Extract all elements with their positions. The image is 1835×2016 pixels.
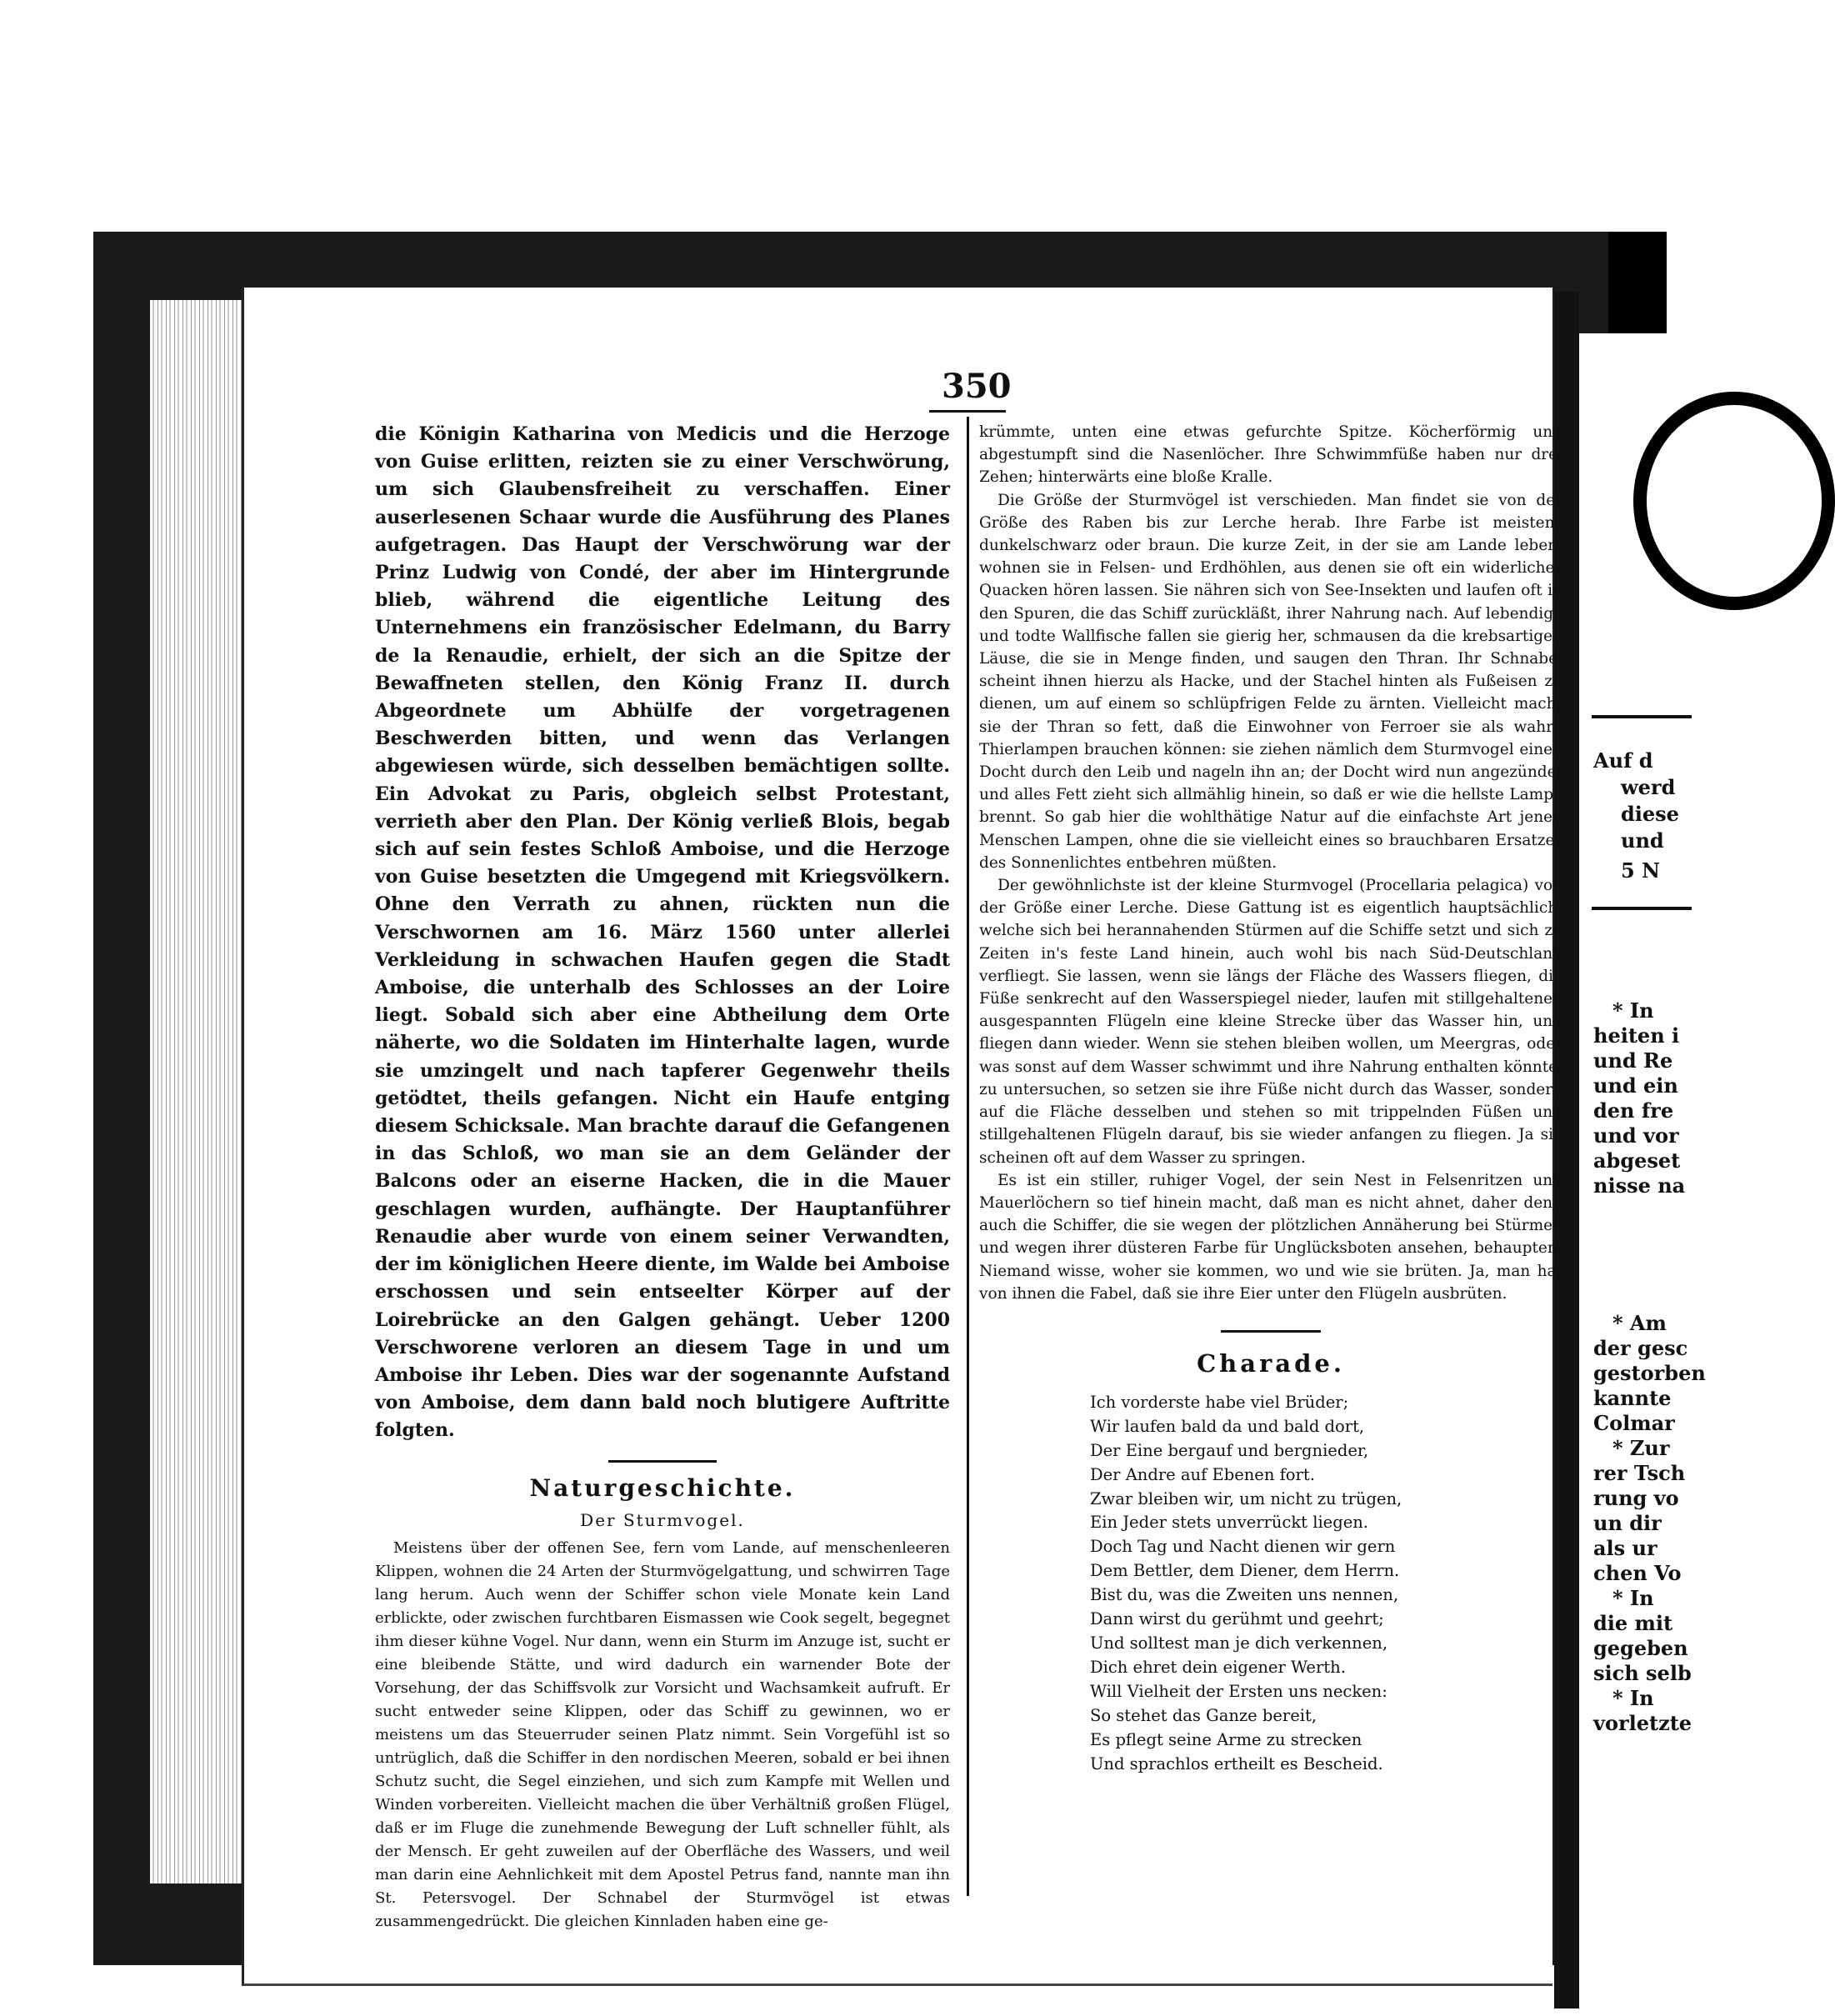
poem-rule [1221,1330,1321,1333]
column-divider [967,417,969,1896]
poem-line: Ich vorderste habe viel Brüder; [1090,1392,1349,1412]
page-stack-edge [150,300,242,1883]
neighbor-text-fragment: und ein [1593,1073,1678,1098]
article-paragraph: Der gewöhnlichste ist der kleine Sturmvogel (Procellaria pelagica) von der Größe einer Lerche. Diese Gattung ist es eigentlich hauptsächlich, welche sich bei herannahenden Stürmen auf die Schiffe setzt und sich zu Zeiten in's feste Land hinein, auch wohl bis nach Süd-Deutschland verfliegt. Sie lassen, wenn sie längs der Fläche des Wassers fliegen, die Füße senkrecht auf den Wasserspiegel nieder, laufen mit stillgehaltenen ausgespannten Flügeln eine kleine Strecke über das Wasser hin, und fliegen dann wieder. Wenn sie stehen bleiben wollen, um Meergras, oder was sonst auf dem Wasser schwimmt und ihre Nahrung enthalten könnte, zu untersuchen, so setzen sie ihre Füße nicht durch das Wasser, sondern auf die Fläche desselben und stehen so mit trippelnden Füßen und stillgehaltenen Flügeln darauf, bis sie wieder anfangen zu fliegen. Ja sie scheinen oft auf dem Wasser zu springen. [979,877,1562,1167]
page-number: 350 [942,367,1012,406]
neighbor-text-fragment: un dir [1593,1511,1662,1535]
poem-line: Der Eine bergauf und bergnieder, [1090,1440,1369,1460]
poem-line: Dich ehret dein eigener Werth. [1090,1657,1346,1677]
neighbor-text-fragment: der gesc [1593,1336,1688,1360]
poem-line: Es pflegt seine Arme zu strecken [1090,1729,1362,1749]
neighbor-text-fragment: sich selb [1593,1661,1692,1685]
neighbor-text-fragment: und Re [1593,1048,1673,1073]
scan-dark-corner [1608,232,1667,333]
poem-line: Will Vielheit der Ersten uns necken: [1090,1681,1388,1701]
poem-line: So stehet das Ganze bereit, [1090,1705,1318,1725]
poem [1090,1391,1562,1777]
neighbor-text-fragment: * In [1612,998,1654,1023]
poem-line: Der Andre auf Ebenen fort. [1090,1464,1315,1484]
neighbor-rule [1592,715,1692,718]
neighbor-text-fragment: kannte [1593,1386,1672,1410]
neighbor-text-fragment: * In [1612,1586,1654,1610]
neighbor-text-fragment: und [1621,828,1664,853]
history-paragraph: die Königin Katharina von Medicis und die Herzoge von Guise erlitten, reizten sie zu einer Verschwörung, um sich Glaubensfreiheit zu verschaffen. Einer auserlesenen Schaar wurde die Ausführung des Planes aufgetragen. Das Haupt der Verschwörung war der Prinz Ludwig von Condé, der aber im Hintergrunde blieb, während die eigentliche Leitung des Unternehmens ein französischer Edelmann, du Barry de la Renaudie, erhielt, der sich an die Spitze der Bewaffneten stellen, den König Franz II. durch Abgeordnete um Abhülfe der vorgetragenen Beschwerden bitten, und wenn das Verlangen abgewiesen würde, sich desselben bemächtigen sollte. Ein Advokat zu Paris, obgleich selbst Protestant, verrieth aber den Plan. Der König verließ Blois, begab sich auf sein festes Schloß Amboise, und die Herzoge von Guise besetzten die Umgegend mit Kriegsvölkern. Ohne den Verrath zu ahnen, rückten nun die Verschwornen am 16. März 1560 unter allerlei Verkleidung in schwachen Haufen gegen die Stadt Amboise, die unterhalb des Schlosses an der Loire liegt. Sobald sich aber eine Abtheilung dem Orte näherte, wo die Soldaten im Hinterhalte lagen, wurde sie umzingelt und nach tapferer Gegenwehr theils getödtet, theils gefangen. Nicht ein Haufe entging diesem Schicksale. Man brachte darauf die Gefangenen in das Schloß, wo man sie an dem Geländer der Balcons oder an eiserne Hacken, die in die Mauer geschlagen wurden, aufhängte. Der Hauptanführer Renaudie aber wurde von einem seiner Verwandten, der im königlichen Heere diente, im Walde bei Amboise erschossen und sein entseelter Körper auf der Loirebrücke an den Galgen gehängt. Ueber 1200 Verschworene verloren an diesem Tage in und um Amboise ihr Leben. Dies war der sogenannte Aufstand von Amboise, dem dann bald noch blutigere Auftritte folgten. [375,423,950,1442]
neighbor-text-fragment: als ur [1593,1536,1658,1560]
article-paragraph: Meistens über der offenen See, fern vom Lande, auf menschenleeren Klippen, wohnen die 24 Arten der Sturmvögelgattung, und schwirren Tage lang herum. Auch wenn der Schiffer schon viele Monate kein Land erblickte, oder zwischen furchtbaren Eismassen wie Cook segelt, begegnet ihm dieser kühne Vogel. Nur dann, wenn ein Sturm im Anzuge ist, sucht er eine bleibende Stätte, und wird dadurch ein warnender Bote der Vorsehung, der das Schiffsvolk zur Vorsicht und Wachsamkeit aufruft. Er sucht entweder seine Klippen, oder das Schiff zu gewinnen, wo er meistens um das Steuerruder seinen Platz nimmt. Sein Vorgefühl ist so untrüglich, daß die Schiffer in den nordischen Meeren, sobald er bei ihnen Schutz sucht, die Segel einziehen, und sich zum Kampfe mit Wellen und Winden vorbereiten. Vielleicht machen die über Verhältniß großen Flügel, daß er im Fluge die zunehmende Bewegung der Luft schneller fühlt, als der Mensch. Er geht zuweilen auf der Oberfläche des Wassers, und weil man darin eine Aehnlichkeit mit dem Apostel Petrus fand, nannte man ihn St. Petersvogel. Der Schnabel der Sturmvögel ist etwas zusammengedrückt. Die gleichen Kinnladen haben eine ge- [375,1538,950,1930]
neighbor-text-fragment: chen Vo [1593,1561,1682,1585]
article-paragraph: krümmte, unten eine etwas gefurchte Spitze. Köcherförmig und abgestumpft sind die Nasenlöcher. Ihre Schwimmfüße haben nur drei Zehen; hinterwärts eine bloße Kralle. [979,423,1562,487]
neighbor-text-fragment: und vor [1593,1123,1679,1148]
poem-line: Und solltest man je dich verkennen, [1090,1633,1388,1653]
neighbor-text-fragment: gegeben [1593,1636,1688,1660]
neighbor-text-fragment: heiten i [1593,1023,1680,1048]
poem-line: Zwar bleiben wir, um nicht zu trügen, [1090,1488,1402,1508]
poem-line: Doch Tag und Nacht dienen wir gern [1090,1537,1396,1557]
section-rule [608,1460,717,1463]
right-column [979,421,1562,1776]
neighbor-text-fragment: die mit [1593,1611,1673,1635]
poem-line: Ein Jeder stets unverrückt liegen. [1090,1513,1368,1533]
neighbor-text-fragment: nisse na [1593,1173,1686,1198]
left-column [375,421,950,1933]
neighbor-text-fragment: den fre [1593,1098,1674,1123]
article-subheading: Der Sturmvogel. [580,1509,745,1530]
neighbor-text-fragment: Colmar [1593,1411,1675,1435]
article-paragraph: Die Größe der Sturmvögel ist verschieden. Man findet sie von der Größe des Raben bis zur Lerche herab. Ihre Farbe ist meistens dunkelschwarz oder braun. Die kurze Zeit, in der sie am Lande leben, wohnen sie in Felsen- und Erdhöhlen, aus denen sie oft ein widerliches Quacken hören lassen. Sie nähren sich von See-Insekten und laufen oft in den Spuren, die das Schiff zurückläßt, ihrer Nahrung nach. Auf lebendige und todte Wallfische fallen sie gierig her, schmausen da die krebsartigen Läuse, die sie in Menge finden, und saugen den Thran. Ihr Schnabel scheint ihnen hierzu als Hacke, und der Stachel hinten als Fußeisen zu dienen, um auf einem so schlüpfrigen Felde zu ärnten. Vielleicht macht sie der Thran so fett, daß die Einwohner von Ferroer sie als wahre Thierlampen brauchen können: sie ziehen nämlich dem Sturmvogel einen Docht durch den Leib und nageln ihn an; der Docht wird nun angezündet und alles Fett zieht sich allmählig hinein, so daß er wie die hellste Lampe brennt. So gab hier die wohlthätige Natur auf die einfachste Art jenen Menschen Lampen, ohne die sie vielleicht eines so brauchbaren Ersatzes des Sonnenlichtes entbehren müßten. [979,491,1562,872]
neighbor-text-fragment: vorletzte [1593,1711,1692,1735]
neighbor-text-fragment: gestorben [1593,1361,1706,1385]
poem-line: Dem Bettler, dem Diener, dem Herrn. [1090,1561,1400,1581]
article-paragraph: Es ist ein stiller, ruhiger Vogel, der sein Nest in Felsenritzen und Mauerlöchern so tief hinein macht, daß man es nicht ahnet, daher denn auch die Schiffer, die sie wegen der plötzlichen Annäherung bei Stürmen und wegen ihrer düsteren Farbe für Unglücksboten ansehen, behaupten: Niemand wisse, woher sie kommen, wo und wie sie brüten. Ja, man hat von ihnen die Fabel, daß sie ihre Eier unter den Flügeln ausbrüten. [979,1171,1562,1303]
neighbor-rule [1592,907,1692,910]
section-heading: Naturgeschichte. [529,1473,796,1502]
poem-line: Bist du, was die Zweiten uns nennen, [1090,1585,1399,1605]
poem-title: Charade. [1197,1348,1345,1378]
emblem-circle [1633,392,1835,610]
neighbor-text-fragment: * In [1612,1686,1654,1710]
neighbor-text-fragment: diese [1621,802,1679,826]
poem-line: Und sprachlos ertheilt es Bescheid. [1090,1753,1383,1773]
page-number-rule [929,410,1006,413]
poem-line: Wir laufen bald da und bald dort, [1090,1416,1365,1436]
neighbor-text-fragment: werd [1621,775,1676,799]
neighbor-text-fragment: 5 N [1621,858,1660,883]
neighbor-text-fragment: * Am [1612,1311,1667,1335]
neighbor-text-fragment: abgeset [1593,1148,1681,1173]
neighbor-text-fragment: rung vo [1593,1486,1679,1510]
neighbor-text-fragment: rer Tsch [1593,1461,1686,1485]
neighbor-text-fragment: Auf d [1593,748,1653,773]
neighbor-text-fragment: * Zur [1612,1436,1670,1460]
poem-line: Dann wirst du gerühmt und geehrt; [1090,1609,1384,1629]
